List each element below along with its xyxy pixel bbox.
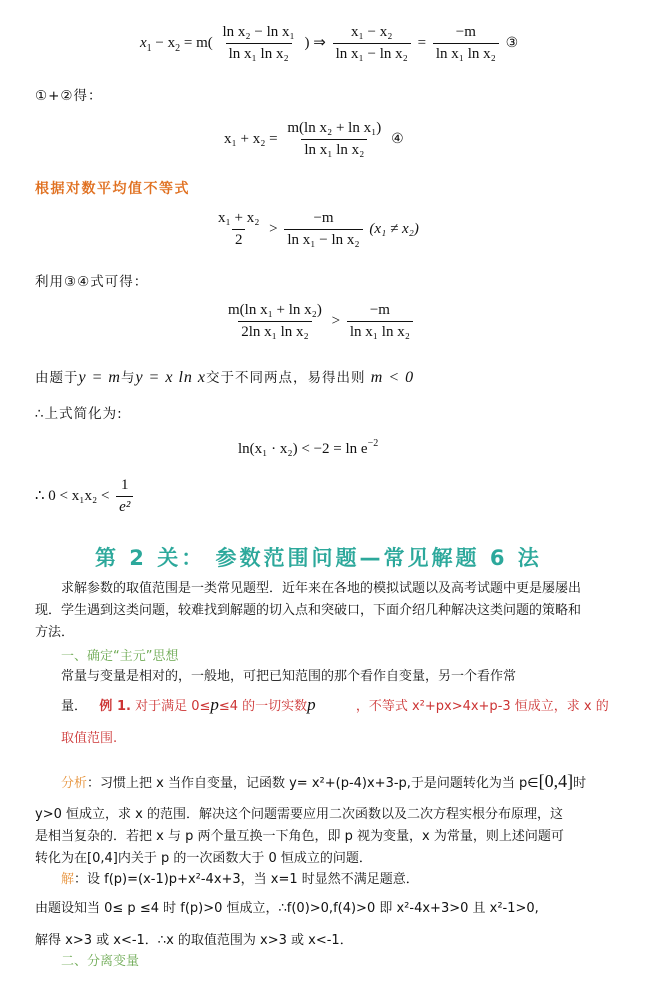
line-m-condition: 由题于y = m与y = x ln x交于不同两点，易得出则 m < 0: [35, 369, 415, 386]
intro-paragraph: 求解参数的取值范围是一类常见题型．近年来在各地的模拟试题以及高考试题中更是屡屡出现．学生遇到这类问题，较难找到解题的切入点和突破口，下面介绍几种解决这类问题的策略和方法．: [35, 581, 582, 640]
equation-ln: $\ln(x_1 \cdot x_2) < -2 = \ln e^{-2}$: [238, 438, 379, 457]
line-simplify: ∴上式简化为:: [35, 406, 123, 422]
analysis-line2: y>0 恒成立，求 x 的范围．解决这个问题需要应用二次函数以及二次方程实根分布原理，这: [35, 807, 563, 822]
example-1-line2: 取值范围.: [61, 731, 118, 746]
solution-line2: 由题设知当 0≤ p ≤4 时 f(p)>0 恒成立，∴f(0)>0,f(4)>0 即 x²-4x+3>0 且 x²-1>0,: [35, 901, 539, 916]
eq3-frac3-num: −m: [455, 24, 476, 40]
eq3-frac2-num: x₁ − x₂: [351, 24, 393, 40]
heading-log-mean: 根据对数平均值不等式: [35, 181, 190, 197]
eq3-frac2-den: ln x₁ − ln x₂: [333, 43, 411, 63]
log-mean-inequality: $\frac{\text{x₁ + x₂}}{2}$ > $\frac{-m}{\text{ln x₁ − ln x₂}}$ (x₁ ≠ x₂): [218, 210, 419, 248]
equation-label-3: ③: [505, 35, 519, 51]
analysis-line1: 分析：习惯上把 x 当作自变量，记函数 y= x²+(p-4)x+3-p,于是问题转化为当 p∈[0,4]时: [61, 771, 587, 791]
sub1-paragraph-line1: 常量与变量是相对的，一般地，可把已知范围的那个看作自变量，另一个看作常: [61, 669, 517, 684]
analysis-line3: 是相当复杂的．若把 x 与 p 两个量互换一下角色，即 p 视为变量，x 为常量，则上述问题可: [35, 829, 564, 844]
eq3-frac1-num: ln x₂ − ln x₁: [222, 24, 295, 40]
subsection-2-title: 二、分离变量: [61, 954, 140, 969]
section-title: 第 2 关： 参数范围问题—常见解题 6 法: [95, 546, 542, 570]
line-use34: 利用③④式可得：: [35, 274, 149, 290]
eq3-frac3-den: ln x₁ ln x₂: [433, 43, 499, 63]
m-inequality: $\frac{\text{m(ln x₁ + ln x₂)}}{\text{2ln x₁ ln x₂}}$ > $\frac{-m}{\text{ln x₁ ln x₂}}$: [222, 302, 416, 341]
eq3-frac1-den: ln x₁ ln x₂: [226, 43, 292, 63]
solution-line1: 解：设 f(p)=(x-1)p+x²-4x+3，当 x=1 时显然不满足题意．: [61, 872, 419, 887]
equation-label-4: ④: [391, 131, 404, 147]
example-1: 量． 例 1. 对于满足 0≤p≤4 的一切实数p ，不等式 x²+px>4x+p-3 恒成立，求 x 的: [61, 695, 609, 714]
analysis-line4: 转化为在[0,4]内关于 p 的一次函数大于 0 恒成立的问题．: [35, 851, 372, 866]
final-inequality: ∴ 0 < x₁x₂ < $\frac{1}{\text{e²}}$: [35, 477, 136, 516]
equation-4: x₁ + x₂ = $\frac{\text{m(ln x₂ + ln x₁)}}{\text{ln x₁ ln x₂}}$ ④: [224, 120, 404, 158]
subsection-1-title: 一、确定“主元”思想: [61, 649, 179, 664]
line-sum: ①+②得：: [35, 88, 103, 104]
solution-line3: 解得 x>3 或 x<-1．∴x 的取值范围为 x>3 或 x<-1．: [35, 933, 353, 948]
equation-3: $x_1 - x_2 = m$( $\frac{\text{ln x₂ − ln x₁}}{\text{ln x₁ ln x₂}}$ ) ⇒ $\frac{\text{x₁ − x₂}}{\text{ln x₁ − ln x₂}}$ = $\frac{-m}{\text{ln x₁ ln x₂}}$ ③: [140, 24, 519, 62]
